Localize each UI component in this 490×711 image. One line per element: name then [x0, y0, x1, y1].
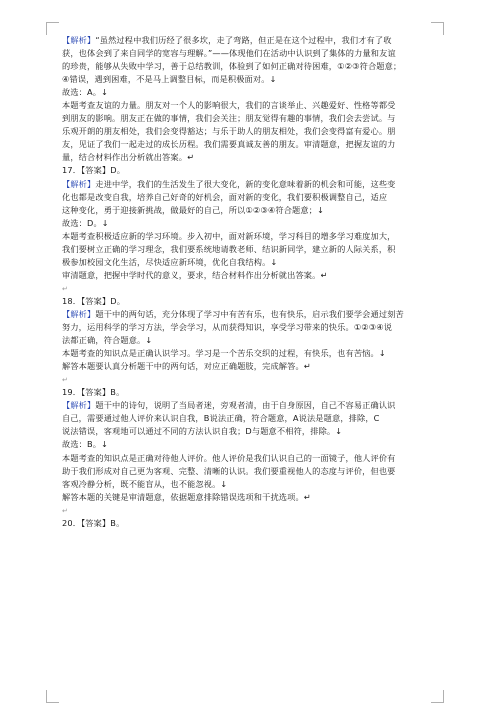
line-text: 本题考查积极适应新的学习环境。步入初中，面对新环境，学习科目的增多学习难度加大，	[62, 230, 396, 241]
line-text: 本题考查友谊的力量。朋友对一个人的影响很大，我们的言谈举止、兴趣爱好、性格等都受	[62, 100, 396, 111]
line-text: 获，也体会到了来自同学的宽容与理解。”——体现他们在活动中认识到了集体的力量和友谊	[62, 48, 396, 59]
text-line	[62, 478, 462, 491]
text-line	[62, 491, 462, 504]
text-line	[62, 399, 462, 412]
text-line	[62, 73, 462, 86]
line-text: 说法错误，客观地可以通过不同的方法认识自我；D与题意不相符，排除。↓	[62, 426, 343, 437]
margin-corner-bottom-left	[46, 690, 59, 703]
line-text: 20．【答案】B。	[62, 517, 125, 528]
text-line	[62, 386, 462, 399]
line-text: “虽然过程中我们历经了很多坎，走了弯路，但正是在这个过程中，我们才有了收	[95, 35, 392, 45]
line-text: 故选：B。↓	[62, 439, 109, 450]
text-line	[62, 243, 462, 256]
text-line	[62, 178, 462, 191]
line-text: 题干中的两句话，充分体现了学习中有苦有乐，也有快乐，启示我们要学会通过刻苦	[95, 308, 404, 319]
paragraph-mark: ↵	[62, 376, 69, 385]
text-line	[62, 465, 462, 478]
line-text: 法都正确，符合题意。↓	[62, 335, 153, 346]
paragraph-mark: ↵	[62, 284, 69, 293]
line-text: 极参加校园文化生活，尽快适应新环境，优化自我结构。↓	[62, 256, 278, 267]
line-text: 19．【答案】B。	[62, 387, 125, 398]
line-text: 努力，运用科学的学习方法，学会学习，从而获得知识，享受学习带来的快乐。①②③④说	[62, 322, 393, 333]
line-text: 量，结合材料作出分析就出答案。↵	[62, 152, 195, 163]
text-line	[62, 217, 462, 230]
line-text: 故选：D。↓	[62, 217, 109, 228]
text-line	[62, 204, 462, 217]
text-line	[62, 99, 462, 112]
text-line	[62, 334, 462, 347]
line-text: 故选：A。↓	[62, 87, 109, 98]
line-text: 解答本题的关键是审清题意，依据题意排除错误选项和干扰选项。↵	[62, 491, 311, 502]
line-text: 走进中学，我们的生活发生了很大变化，新的变化意味着新的机会和可能，这些变	[95, 178, 396, 189]
text-line	[62, 230, 462, 243]
analysis-tag: 【解析】	[62, 178, 96, 189]
analysis-tag: 【解析】	[62, 308, 96, 319]
text-line	[62, 86, 462, 99]
line-text: 本题考查的知识点是正确认识学习。学习是一个苦乐交织的过程，有快乐，也有苦恼。↓	[62, 348, 386, 359]
paragraph-mark: ↵	[62, 506, 69, 515]
text-line	[62, 256, 462, 269]
line-text: 我们要树立正确的学习理念，我们要系统地请教老师、结识新同学，建立新的人际关系，积	[62, 243, 396, 254]
text-line	[62, 60, 462, 73]
line-text: 友，见证了我们一起走过的成长历程。我们需要真诚友善的朋友。审清题意，把握友谊的力	[62, 139, 396, 150]
blank-line	[62, 373, 462, 386]
line-text: 17．【答案】D。	[62, 165, 126, 176]
text-line	[62, 295, 462, 308]
text-line	[62, 425, 462, 438]
line-text: 这种变化，勇于迎接新挑战，做最好的自己，所以①②③④符合题意；↓	[62, 204, 325, 215]
text-line	[62, 452, 462, 465]
line-text: 客观冷静分析，既不能盲从，也不能忽视。↓	[62, 478, 228, 489]
text-line	[62, 347, 462, 360]
margin-corner-top-left	[46, 22, 59, 35]
text-line	[62, 34, 462, 47]
text-line	[62, 151, 462, 164]
blank-line	[62, 504, 462, 517]
text-line	[62, 191, 462, 204]
text-line	[62, 125, 462, 138]
line-text: 化也都是改变自我，培养自己好奇的好机会，面对新的变化，我们要积极调整自己，适应	[62, 191, 388, 202]
text-line	[62, 321, 462, 334]
text-line	[62, 412, 462, 425]
text-line	[62, 269, 462, 282]
text-line	[62, 438, 462, 451]
line-text: 助于我们形成对自己更为客观、完整、清晰的认识。我们要重视他人的态度与评价，但也要	[62, 465, 396, 476]
blank-line	[62, 282, 462, 295]
text-line	[62, 517, 462, 530]
text-line	[62, 47, 462, 60]
line-text: 本题考查的知识点是正确对待他人评价。他人评价是我们认识自己的一面镜子，他人评价有	[62, 452, 396, 463]
text-line	[62, 112, 462, 125]
analysis-tag: 【解析】	[62, 400, 96, 411]
line-text: 题干中的诗句，说明了当局者迷，旁观者清，由于自身原因，自己不容易正确认识	[95, 400, 396, 411]
text-line	[62, 360, 462, 373]
document-body	[62, 34, 462, 530]
text-line	[62, 308, 462, 321]
line-text: 乐观开朗的朋友相处，我们会变得豁达；与乐于助人的朋友相处，我们会变得富有爱心。朋	[62, 126, 396, 137]
line-text: 审清题意，把握中学时代的意义，要求，结合材料作出分析就出答案。↵	[62, 269, 328, 280]
analysis-tag: 【解析】	[62, 35, 96, 45]
line-text: ④错误，遇到困难，不是马上调整目标，而是积极面对。↓	[62, 74, 277, 85]
margin-corner-bottom-right	[431, 690, 444, 703]
line-text: 到朋友的影响。朋友正在做的事情，我们会关注；朋友觉得有趣的事情，我们会去尝试。与	[62, 113, 396, 124]
line-text: 自己，需要通过他人评价来认识自我，B说法正确，符合题意，A说法是题意，排除，C	[62, 413, 380, 424]
text-line	[62, 138, 462, 151]
line-text: 18．【答案】D。	[62, 295, 126, 306]
line-text: 解答本题要认真分析题干中的两句话，对应正确题肢，完成解答。↵	[62, 361, 311, 372]
text-line	[62, 164, 462, 177]
line-text: 的珍贵，能够从失败中学习，善于总结教训，体验到了如何正确对待困难，①②③符合题意；	[62, 61, 402, 72]
